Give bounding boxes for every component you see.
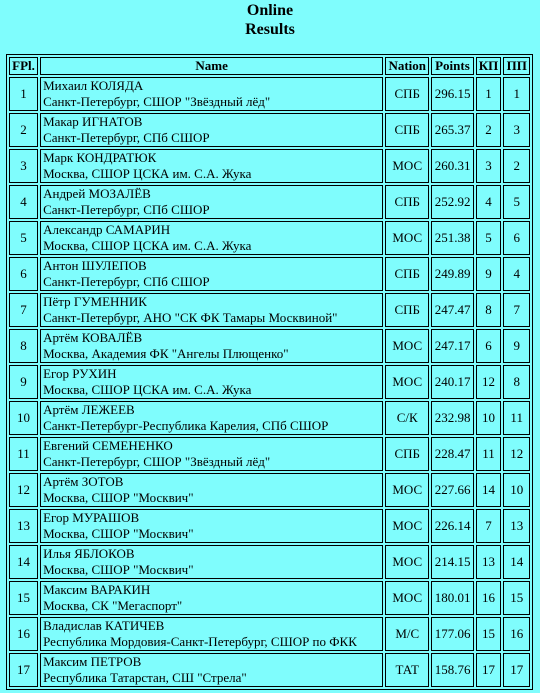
skater-name: Марк КОНДРАТЮК: [43, 150, 157, 165]
sp-rank-cell: 1: [476, 77, 502, 111]
skater-club: Санкт-Петербург, СПб СШОР: [43, 202, 210, 217]
nation-cell: МОС: [385, 149, 429, 183]
fs-rank-cell: 15: [503, 581, 530, 615]
name-cell: [40, 581, 383, 615]
fs-rank-cell: 8: [503, 365, 530, 399]
nation-cell: МОС: [385, 545, 429, 579]
name-cell: [40, 401, 383, 435]
points-cell: 158.76: [431, 653, 473, 687]
place-cell: 7: [9, 293, 38, 327]
col-place-header: FPl.: [9, 57, 38, 75]
name-cell: [40, 149, 383, 183]
place-cell: 4: [9, 185, 38, 219]
sp-rank-cell: 10: [476, 401, 502, 435]
nation-cell: С/К: [385, 401, 429, 435]
skater-name: Максим ПЕТРОВ: [43, 654, 142, 669]
table-row: [9, 365, 530, 399]
results-table: [6, 54, 533, 690]
points-cell: 227.66: [431, 473, 473, 507]
name-cell: [40, 77, 383, 111]
fs-rank-cell: 9: [503, 329, 530, 363]
skater-club: Санкт-Петербург, СШОР "Звёздный лёд": [43, 94, 271, 109]
sp-rank-cell: 5: [476, 221, 502, 255]
skater-club: Москва, Академия ФК "Ангелы Плющенко": [43, 346, 289, 361]
nation-cell: СПБ: [385, 113, 429, 147]
skater-name: Артём ЗОТОВ: [43, 474, 124, 489]
points-cell: 247.47: [431, 293, 473, 327]
points-cell: 240.17: [431, 365, 473, 399]
name-cell: [40, 257, 383, 291]
table-row: [9, 437, 530, 471]
nation-cell: СПБ: [385, 437, 429, 471]
name-cell: [40, 509, 383, 543]
table-row: [9, 293, 530, 327]
sp-rank-cell: 3: [476, 149, 502, 183]
table-row: [9, 473, 530, 507]
fs-rank-cell: 2: [503, 149, 530, 183]
place-cell: 6: [9, 257, 38, 291]
fs-rank-cell: 10: [503, 473, 530, 507]
fs-rank-cell: 6: [503, 221, 530, 255]
skater-name: Антон ШУЛЕПОВ: [43, 258, 147, 273]
skater-name: Артём ЛЕЖЕЕВ: [43, 402, 135, 417]
place-cell: 16: [9, 617, 38, 651]
sp-rank-cell: 15: [476, 617, 502, 651]
fs-rank-cell: 11: [503, 401, 530, 435]
col-nation-header: Nation: [385, 57, 429, 75]
name-cell: [40, 221, 383, 255]
fs-rank-cell: 1: [503, 77, 530, 111]
fs-rank-cell: 3: [503, 113, 530, 147]
table-row: [9, 185, 530, 219]
nation-cell: М/С: [385, 617, 429, 651]
skater-name: Макар ИГНАТОВ: [43, 114, 143, 129]
nation-cell: МОС: [385, 221, 429, 255]
fs-rank-cell: 5: [503, 185, 530, 219]
points-cell: 177.06: [431, 617, 473, 651]
table-row: [9, 221, 530, 255]
fs-rank-cell: 12: [503, 437, 530, 471]
name-cell: [40, 473, 383, 507]
skater-name: Михаил КОЛЯДА: [43, 78, 144, 93]
table-row: [9, 149, 530, 183]
name-cell: [40, 545, 383, 579]
skater-name: Андрей МОЗАЛЁВ: [43, 186, 151, 201]
nation-cell: МОС: [385, 509, 429, 543]
name-cell: [40, 437, 383, 471]
nation-cell: СПБ: [385, 293, 429, 327]
place-cell: 9: [9, 365, 38, 399]
points-cell: 228.47: [431, 437, 473, 471]
place-cell: 5: [9, 221, 38, 255]
sp-rank-cell: 7: [476, 509, 502, 543]
place-cell: 15: [9, 581, 38, 615]
sp-rank-cell: 13: [476, 545, 502, 579]
fs-rank-cell: 14: [503, 545, 530, 579]
table-row: [9, 77, 530, 111]
sp-rank-cell: 9: [476, 257, 502, 291]
header-online: Online: [246, 2, 294, 19]
sp-rank-cell: 11: [476, 437, 502, 471]
name-cell: [40, 653, 383, 687]
skater-club: Санкт-Петербург, СПб СШОР: [43, 130, 210, 145]
place-cell: 8: [9, 329, 38, 363]
name-cell: [40, 329, 383, 363]
points-cell: 180.01: [431, 581, 473, 615]
col-name-header: Name: [40, 57, 383, 75]
points-cell: 249.89: [431, 257, 473, 291]
place-cell: 17: [9, 653, 38, 687]
skater-name: Егор РУХИН: [43, 366, 117, 381]
points-cell: 296.15: [431, 77, 473, 111]
page-header: [0, 0, 540, 39]
place-cell: 1: [9, 77, 38, 111]
table-row: [9, 509, 530, 543]
name-cell: [40, 293, 383, 327]
fs-rank-cell: 17: [503, 653, 530, 687]
skater-club: Санкт-Петербург, СШОР "Звёздный лёд": [43, 454, 271, 469]
table-row: [9, 653, 530, 687]
skater-club: Москва, СШОР "Москвич": [43, 526, 194, 541]
place-cell: 2: [9, 113, 38, 147]
skater-name: Максим ВАРАКИН: [43, 582, 151, 597]
sp-rank-cell: 6: [476, 329, 502, 363]
results-body: [9, 77, 530, 687]
skater-club: Москва, СШОР ЦСКА им. С.А. Жука: [43, 238, 252, 253]
sp-rank-cell: 14: [476, 473, 502, 507]
fs-rank-cell: 16: [503, 617, 530, 651]
name-cell: [40, 113, 383, 147]
name-cell: [40, 365, 383, 399]
skater-club: Москва, СШОР ЦСКА им. С.А. Жука: [43, 166, 252, 181]
table-row: [9, 401, 530, 435]
skater-club: Санкт-Петербург, АНО "СК ФК Тамары Москвиной": [43, 310, 338, 325]
nation-cell: СПБ: [385, 77, 429, 111]
fs-rank-cell: 7: [503, 293, 530, 327]
place-cell: 14: [9, 545, 38, 579]
table-row: [9, 581, 530, 615]
nation-cell: ТАТ: [385, 653, 429, 687]
points-cell: 265.37: [431, 113, 473, 147]
nation-cell: МОС: [385, 329, 429, 363]
sp-rank-cell: 17: [476, 653, 502, 687]
header-row: [9, 57, 530, 75]
nation-cell: МОС: [385, 581, 429, 615]
place-cell: 10: [9, 401, 38, 435]
skater-name: Артём КОВАЛЁВ: [43, 330, 143, 345]
sp-rank-cell: 2: [476, 113, 502, 147]
nation-cell: МОС: [385, 473, 429, 507]
skater-name: Александр САМАРИН: [43, 222, 171, 237]
sp-rank-cell: 12: [476, 365, 502, 399]
skater-club: Республика Мордовия-Санкт-Петербург, СШОР по ФКК: [43, 634, 357, 649]
name-cell: [40, 617, 383, 651]
skater-club: Москва, СШОР "Москвич": [43, 562, 194, 577]
name-cell: [40, 185, 383, 219]
table-row: [9, 617, 530, 651]
skater-club: Москва, СШОР "Москвич": [43, 490, 194, 505]
skater-name: Евгений СЕМЕНЕНКО: [43, 438, 173, 453]
skater-club: Республика Татарстан, СШ "Стрела": [43, 670, 247, 685]
table-row: [9, 257, 530, 291]
place-cell: 13: [9, 509, 38, 543]
skater-name: Егор МУРАШОВ: [43, 510, 140, 525]
skater-club: Москва, СК "Мегаспорт": [43, 598, 183, 613]
table-row: [9, 113, 530, 147]
skater-club: Москва, СШОР ЦСКА им. С.А. Жука: [43, 382, 252, 397]
sp-rank-cell: 16: [476, 581, 502, 615]
skater-name: Илья ЯБЛОКОВ: [43, 546, 135, 561]
nation-cell: СПБ: [385, 257, 429, 291]
points-cell: 251.38: [431, 221, 473, 255]
points-cell: 226.14: [431, 509, 473, 543]
sp-rank-cell: 4: [476, 185, 502, 219]
points-cell: 247.17: [431, 329, 473, 363]
place-cell: 11: [9, 437, 38, 471]
sp-rank-cell: 8: [476, 293, 502, 327]
points-cell: 232.98: [431, 401, 473, 435]
fs-rank-cell: 4: [503, 257, 530, 291]
nation-cell: СПБ: [385, 185, 429, 219]
skater-name: Пётр ГУМЕННИК: [43, 294, 147, 309]
nation-cell: МОС: [385, 365, 429, 399]
skater-club: Санкт-Петербург-Республика Карелия, СПб СШОР: [43, 418, 329, 433]
points-cell: 252.92: [431, 185, 473, 219]
header-results: Results: [245, 21, 295, 38]
points-cell: 260.31: [431, 149, 473, 183]
table-row: [9, 545, 530, 579]
skater-name: Владислав КАТИЧЕВ: [43, 618, 165, 633]
col-fs-header: ПП: [503, 57, 530, 75]
table-row: [9, 329, 530, 363]
skater-club: Санкт-Петербург, СПб СШОР: [43, 274, 210, 289]
fs-rank-cell: 13: [503, 509, 530, 543]
col-points-header: Points: [431, 57, 473, 75]
col-sp-header: КП: [476, 57, 502, 75]
place-cell: 3: [9, 149, 38, 183]
place-cell: 12: [9, 473, 38, 507]
points-cell: 214.15: [431, 545, 473, 579]
